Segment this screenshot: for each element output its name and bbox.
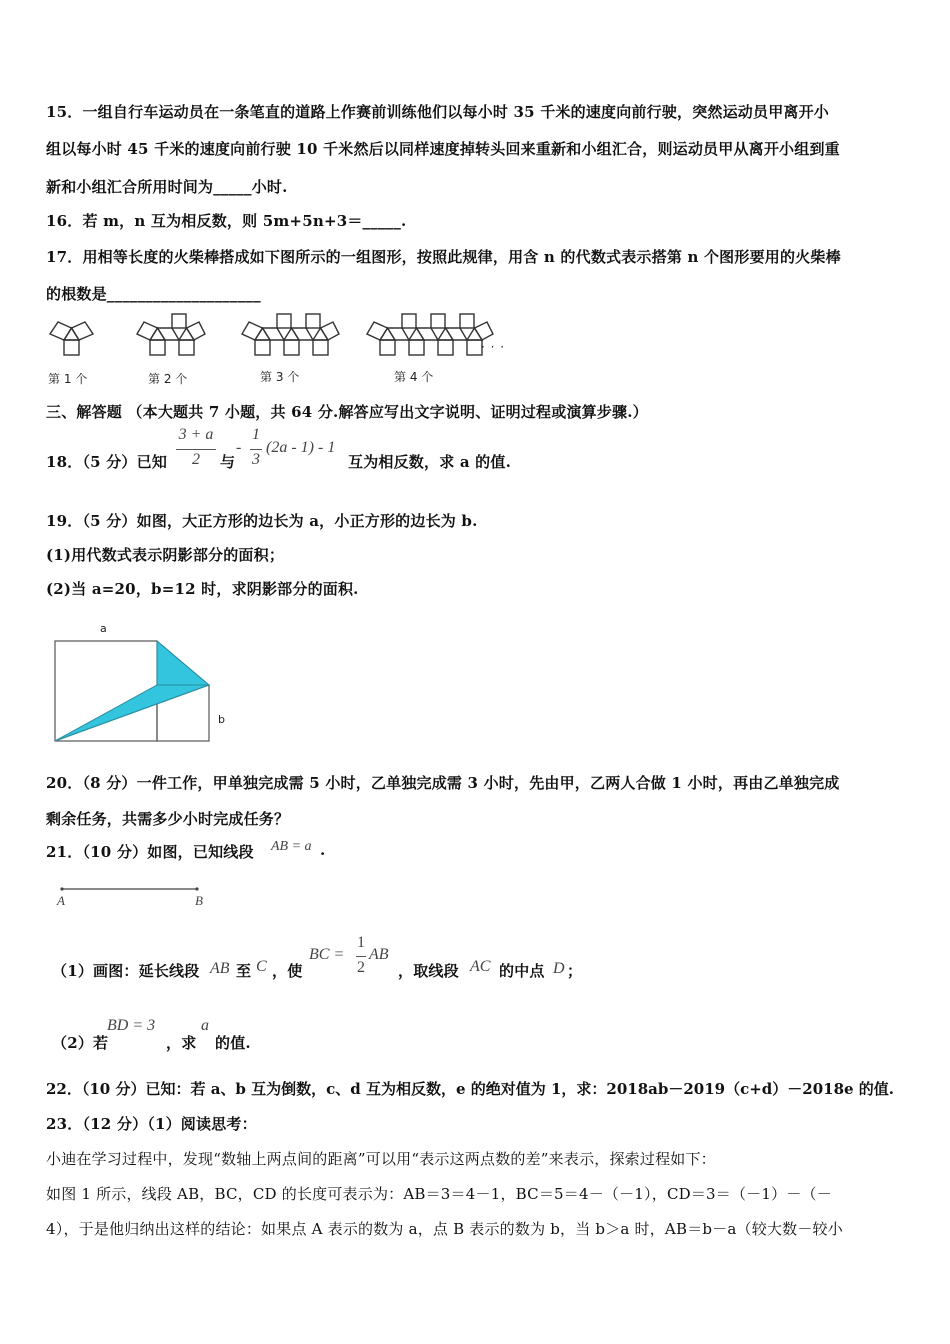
q15-line3: 新和小组汇合所用时间为_____小时.	[46, 178, 288, 196]
caption-figure-4: 第 4 个	[394, 370, 434, 384]
q21-p1-to: 至	[236, 962, 252, 980]
q21-p1-mid: 的中点	[499, 962, 545, 980]
q21-p2-bd: BD = 3	[107, 1017, 156, 1034]
q19-line2: (1)用代数式表示阴影部分的面积；	[46, 546, 285, 564]
q21-p1-d: D	[553, 960, 565, 977]
q22-text: 22．（10 分）已知：若 a、b 互为倒数，c、d 互为相反数，e 的绝对值为 1，求：2018ab－2019（c+d）－2018e 的值.	[46, 1080, 895, 1098]
q21-p2-prefix: （2）若	[52, 1034, 109, 1052]
q21-p2-mid: ，求	[166, 1034, 197, 1052]
segment-ab	[58, 883, 208, 897]
q21-p2-a: a	[201, 1017, 209, 1034]
ellipsis: · · ·	[481, 340, 506, 354]
q18-frac2-num: 1	[252, 426, 260, 443]
q20-line1: 20．（8 分）一件工作，甲单独完成需 5 小时，乙单独完成需 3 小时，先由甲，乙两人合做 1 小时，再由乙单独完成	[46, 774, 840, 792]
point-b-label: B	[195, 893, 203, 908]
q18-minus: -	[236, 439, 242, 456]
q20-line2: 剩余任务，共需多少小时完成任务？	[46, 810, 290, 828]
q18-frac1-den: 2	[192, 451, 200, 468]
q21-p1-frac-den: 2	[357, 959, 365, 976]
q18-suffix: 互为相反数，求 a 的值.	[348, 453, 511, 471]
q21-p1-prefix: （1）画图：延长线段	[52, 962, 200, 980]
q23-line4: 4），于是他归纳出这样的结论：如果点 A 表示的数为 a，点 B 表示的数为 b，当 b＞a 时，AB＝b－a（较大数－较小	[46, 1220, 843, 1238]
squares-diagram	[50, 635, 250, 765]
q18-mid: 与	[220, 453, 236, 471]
q23-line2: 小迪在学习过程中，发现“数轴上两点间的距离”可以用“表示这两点数的差”来表示，探索过程如下：	[46, 1150, 716, 1168]
q18-frac1-bar	[176, 449, 216, 450]
q18-frac2-bar	[250, 449, 262, 450]
figure-4	[367, 314, 493, 355]
q15-line1: 15．一组自行车运动员在一条笔直的道路上作赛前训练他们以每小时 35 千米的速度向前行驶，突然运动员甲离开小	[46, 103, 829, 121]
figure-2	[137, 314, 205, 355]
q21-period: .	[320, 841, 326, 859]
q17-line2: 的根数是____________________	[46, 285, 261, 303]
label-b: b	[218, 713, 225, 726]
q21-prefix: 21．（10 分）如图，已知线段	[46, 843, 254, 861]
point-a-label: A	[57, 893, 65, 908]
q21-p1-bc: BC =	[309, 946, 345, 963]
q21-p1-ac: AC	[470, 958, 491, 975]
q21-p1-ab2: AB	[369, 946, 389, 963]
caption-figure-2: 第 2 个	[148, 372, 188, 386]
q23-line3: 如图 1 所示，线段 AB，BC，CD 的长度可表示为：AB＝3＝4－1，BC＝5＝4－（－1），CD＝3＝（－1）－（－	[46, 1185, 832, 1203]
q21-p1-make: ，使	[272, 962, 303, 980]
q21-p1-take: ，取线段	[398, 962, 459, 980]
q21-p2-end: 的值.	[215, 1034, 251, 1052]
q18-expr: (2a - 1) - 1	[266, 439, 336, 456]
q21-ab-expr: AB = a	[271, 839, 312, 854]
q16-text: 16．若 m，n 互为相反数，则 5m+5n+3＝_____.	[46, 212, 407, 230]
label-a: a	[100, 622, 107, 635]
section-heading: 三、解答题 （本大题共 7 小题，共 64 分.解答应写出文字说明、证明过程或演算步骤.）	[46, 403, 648, 421]
q21-p1-end: ；	[567, 962, 583, 980]
q18-frac1-num: 3 + a	[178, 426, 214, 443]
q21-p1-frac-num: 1	[357, 934, 365, 951]
q18-frac2-den: 3	[252, 451, 260, 468]
q17-line1: 17．用相等长度的火柴棒搭成如下图所示的一组图形，按照此规律，用含 n 的代数式表示搭第 n 个图形要用的火柴棒	[46, 248, 841, 266]
q23-line1: 23．（12 分）（1）阅读思考：	[46, 1115, 257, 1133]
caption-figure-3: 第 3 个	[260, 370, 300, 384]
caption-figure-1: 第 1 个	[48, 372, 88, 386]
figure-1	[50, 322, 93, 355]
figure-3	[242, 314, 339, 355]
q21-p1-ab: AB	[210, 960, 230, 977]
q19-line1: 19．（5 分）如图，大正方形的边长为 a，小正方形的边长为 b.	[46, 512, 478, 530]
q18-prefix: 18．（5 分）已知	[46, 453, 168, 471]
q21-p1-frac-bar	[356, 956, 366, 957]
q19-line3: (2)当 a=20，b=12 时，求阴影部分的面积.	[46, 580, 359, 598]
q21-p1-c: C	[256, 958, 267, 975]
q15-line2: 组以每小时 45 千米的速度向前行驶 10 千米然后以同样速度掉转头回来重新和小组汇合，则运动员甲从离开小组到重	[46, 140, 840, 158]
